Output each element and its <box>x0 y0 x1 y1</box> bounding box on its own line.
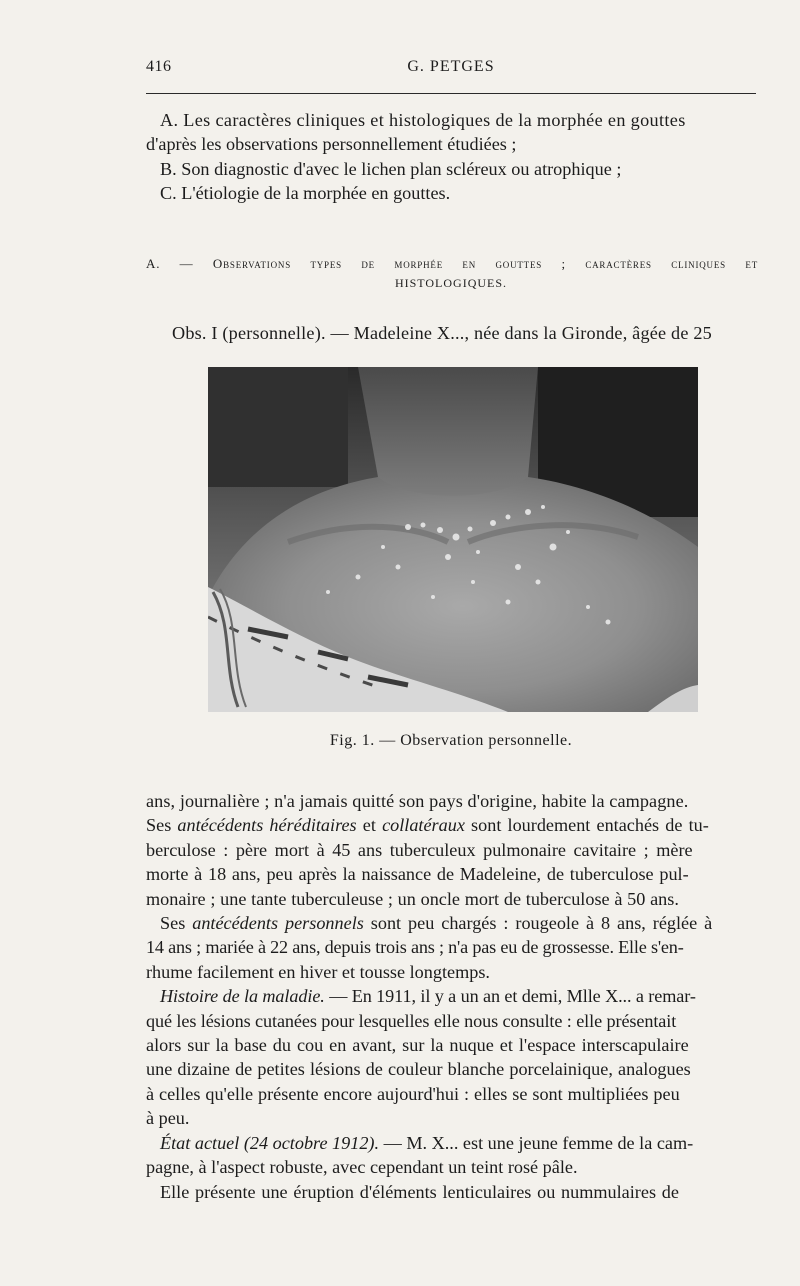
list-item-a: A. Les caractères cliniques et histologiques de la morphée en gouttes <box>160 110 686 130</box>
observation-intro-line: Obs. I (personnelle). — Madeleine X..., née dans la Gironde, âgée de 25 <box>172 323 712 343</box>
list-item-b: B. Son diagnostic d'avec le lichen plan scléreux ou atrophique ; <box>160 158 622 179</box>
body-text <box>146 789 756 1204</box>
section-heading-cont: HISTOLOGIQUES. <box>394 276 508 290</box>
photo-neck-chest <box>208 367 698 712</box>
figure-caption: Fig. 1. — Observation personnelle. <box>329 732 573 749</box>
body-line: alors sur la base du cou en avant, sur la nuque et l'espace interscapulaire <box>146 1035 689 1056</box>
body-line: État actuel (24 octobre 1912). — M. X... est une jeune femme de la cam- <box>160 1132 694 1153</box>
body-line: rhume facilement en hiver et tousse longtemps. <box>146 961 490 982</box>
figure-photograph <box>208 367 698 712</box>
body-line: Ses antécédents héréditaires et collatéraux sont lourdement entachés de tu- <box>146 815 709 836</box>
section-heading: A. — Observations types de morphée en gouttes ; caractères cliniques et <box>146 256 758 271</box>
intro-list <box>146 108 756 206</box>
running-title: G. PETGES <box>407 58 495 75</box>
body-line: à peu. <box>146 1108 190 1129</box>
body-line: à celles qu'elle présente encore aujourd'hui : elles se sont multipliées peu <box>146 1083 680 1104</box>
body-line: ans, journalière ; n'a jamais quitté son pays d'origine, habite la campagne. <box>146 791 689 811</box>
body-line: Histoire de la maladie. — En 1911, il y a un an et demi, Mlle X... a remar- <box>160 986 696 1007</box>
body-line: une dizaine de petites lésions de couleur blanche porcelainique, analogues <box>146 1059 691 1080</box>
page-number: 416 <box>146 58 172 75</box>
body-line: qué les lésions cutanées pour lesquelles elle nous consulte : elle présentait <box>146 1010 677 1031</box>
body-line: 14 ans ; mariée à 22 ans, depuis trois ans ; n'a pas eu de grossesse. Elle s'en- <box>146 937 684 958</box>
body-line: berculose : père mort à 45 ans tuberculeux pulmonaire cavitaire ; mère <box>146 839 693 860</box>
observation-intro <box>146 321 756 345</box>
body-line: monaire ; une tante tuberculeuse ; un oncle mort de tuberculose à 50 ans. <box>146 888 679 909</box>
body-line: Ses antécédents personnels sont peu chargés : rougeole à 8 ans, réglée à <box>160 913 713 934</box>
running-head <box>146 58 756 82</box>
body-line: pagne, à l'aspect robuste, avec cependant un teint rosé pâle. <box>146 1157 578 1178</box>
header-rule <box>146 93 756 94</box>
body-line: Elle présente une éruption d'éléments lenticulaires ou nummulaires de <box>160 1181 679 1202</box>
list-item-c: C. L'étiologie de la morphée en gouttes. <box>160 183 451 204</box>
body-line: morte à 18 ans, peu après la naissance de Madeleine, de tuberculose pul- <box>146 864 689 885</box>
list-item-a-cont: d'après les observations personnellement étudiées ; <box>146 134 517 155</box>
